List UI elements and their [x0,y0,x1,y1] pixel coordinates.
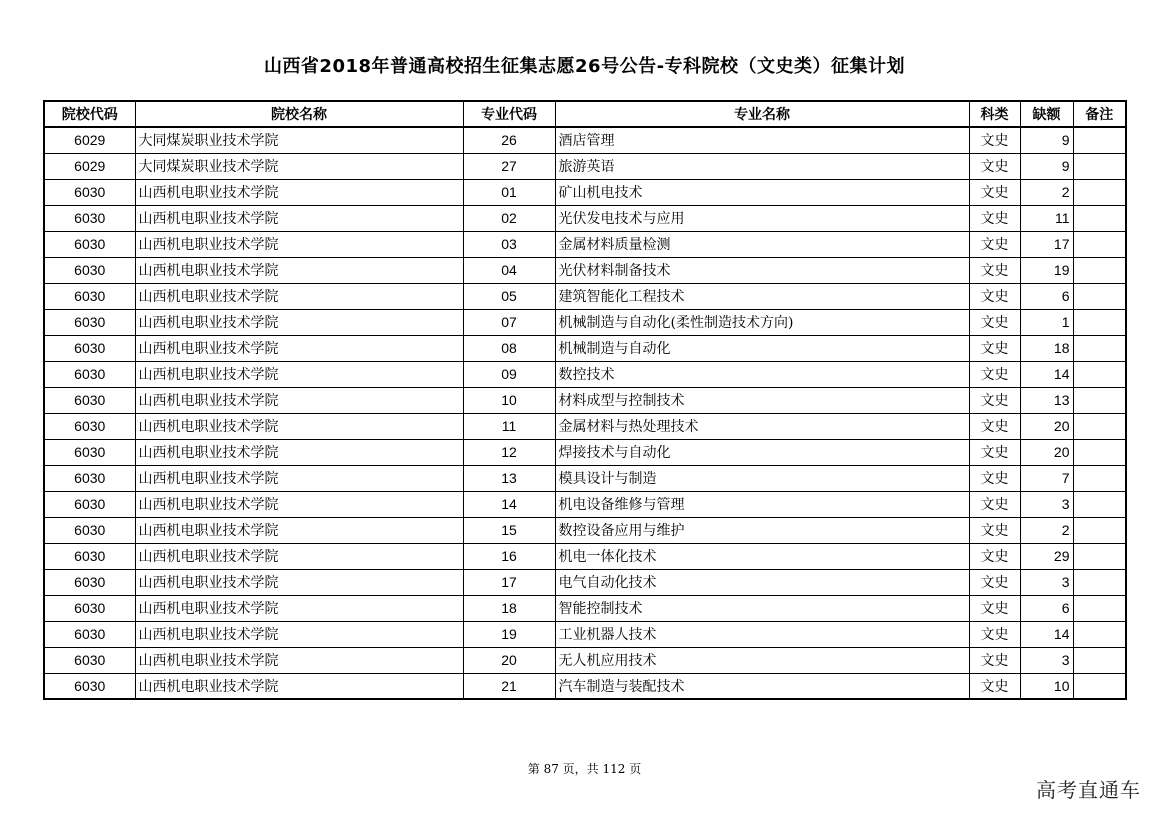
cell-remark [1073,569,1126,595]
cell-major-code: 20 [463,647,555,673]
cell-school-name: 山西机电职业技术学院 [135,205,463,231]
cell-school-code: 6030 [44,283,135,309]
cell-major-code: 08 [463,335,555,361]
cell-remark [1073,491,1126,517]
cell-vacancy: 6 [1020,283,1073,309]
cell-category: 文史 [969,335,1020,361]
table-row [44,205,1126,231]
cell-category: 文史 [969,647,1020,673]
cell-major-name: 矿山机电技术 [555,179,969,205]
cell-vacancy: 14 [1020,621,1073,647]
cell-school-code: 6030 [44,231,135,257]
cell-major-name: 无人机应用技术 [555,647,969,673]
cell-major-code: 02 [463,205,555,231]
table-row [44,309,1126,335]
cell-remark [1073,387,1126,413]
cell-major-code: 05 [463,283,555,309]
cell-vacancy: 2 [1020,179,1073,205]
cell-major-name: 机电一体化技术 [555,543,969,569]
cell-category: 文史 [969,673,1020,699]
cell-major-code: 07 [463,309,555,335]
cell-major-code: 19 [463,621,555,647]
cell-school-name: 山西机电职业技术学院 [135,387,463,413]
table-row [44,465,1126,491]
cell-major-code: 11 [463,413,555,439]
cell-school-name: 山西机电职业技术学院 [135,595,463,621]
cell-category: 文史 [969,257,1020,283]
cell-category: 文史 [969,621,1020,647]
cell-major-name: 机电设备维修与管理 [555,491,969,517]
cell-category: 文史 [969,127,1020,153]
cell-vacancy: 11 [1020,205,1073,231]
table-row [44,543,1126,569]
cell-major-code: 15 [463,517,555,543]
cell-remark [1073,205,1126,231]
cell-vacancy: 1 [1020,309,1073,335]
cell-school-name: 山西机电职业技术学院 [135,335,463,361]
table-row [44,439,1126,465]
cell-major-code: 27 [463,153,555,179]
cell-category: 文史 [969,413,1020,439]
cell-major-name: 模具设计与制造 [555,465,969,491]
table-row [44,231,1126,257]
cell-remark [1073,335,1126,361]
cell-vacancy: 29 [1020,543,1073,569]
cell-major-code: 04 [463,257,555,283]
cell-remark [1073,647,1126,673]
cell-school-name: 大同煤炭职业技术学院 [135,127,463,153]
cell-category: 文史 [969,361,1020,387]
cell-major-name: 光伏发电技术与应用 [555,205,969,231]
cell-category: 文史 [969,569,1020,595]
cell-school-code: 6029 [44,127,135,153]
table-row [44,413,1126,439]
cell-category: 文史 [969,517,1020,543]
cell-major-code: 10 [463,387,555,413]
cell-school-code: 6030 [44,569,135,595]
cell-school-name: 大同煤炭职业技术学院 [135,153,463,179]
cell-vacancy: 3 [1020,647,1073,673]
table-row [44,361,1126,387]
cell-major-name: 旅游英语 [555,153,969,179]
cell-vacancy: 3 [1020,491,1073,517]
cell-major-name: 材料成型与控制技术 [555,387,969,413]
cell-major-name: 机械制造与自动化 [555,335,969,361]
cell-school-name: 山西机电职业技术学院 [135,439,463,465]
table-row [44,179,1126,205]
cell-school-code: 6030 [44,257,135,283]
cell-school-code: 6030 [44,387,135,413]
cell-category: 文史 [969,153,1020,179]
cell-school-code: 6030 [44,413,135,439]
cell-category: 文史 [969,465,1020,491]
cell-school-code: 6030 [44,543,135,569]
cell-major-name: 光伏材料制备技术 [555,257,969,283]
cell-school-name: 山西机电职业技术学院 [135,257,463,283]
cell-school-code: 6030 [44,517,135,543]
cell-school-code: 6030 [44,439,135,465]
table-row [44,491,1126,517]
cell-school-name: 山西机电职业技术学院 [135,361,463,387]
page-number-footer: 第 87 页，共 112 页 [527,762,642,776]
cell-school-code: 6030 [44,335,135,361]
table-header-row [44,101,1126,127]
watermark-logo-text: 高考直通车 [1036,778,1141,802]
cell-major-code: 13 [463,465,555,491]
cell-vacancy: 9 [1020,127,1073,153]
cell-vacancy: 10 [1020,673,1073,699]
cell-major-name: 建筑智能化工程技术 [555,283,969,309]
cell-category: 文史 [969,595,1020,621]
cell-vacancy: 20 [1020,439,1073,465]
cell-major-code: 09 [463,361,555,387]
cell-major-name: 酒店管理 [555,127,969,153]
cell-school-name: 山西机电职业技术学院 [135,543,463,569]
cell-school-code: 6030 [44,491,135,517]
cell-major-name: 数控设备应用与维护 [555,517,969,543]
cell-school-name: 山西机电职业技术学院 [135,647,463,673]
cell-school-name: 山西机电职业技术学院 [135,179,463,205]
cell-school-name: 山西机电职业技术学院 [135,309,463,335]
cell-school-code: 6030 [44,647,135,673]
cell-remark [1073,673,1126,699]
cell-school-code: 6029 [44,153,135,179]
table-row [44,257,1126,283]
cell-school-code: 6030 [44,179,135,205]
cell-remark [1073,595,1126,621]
cell-major-name: 金属材料质量检测 [555,231,969,257]
cell-school-name: 山西机电职业技术学院 [135,465,463,491]
table-row [44,621,1126,647]
cell-remark [1073,621,1126,647]
cell-remark [1073,465,1126,491]
cell-major-code: 12 [463,439,555,465]
table-row [44,153,1126,179]
header-school-code: 院校代码 [44,101,135,127]
cell-school-name: 山西机电职业技术学院 [135,283,463,309]
cell-vacancy: 20 [1020,413,1073,439]
cell-school-name: 山西机电职业技术学院 [135,517,463,543]
cell-category: 文史 [969,491,1020,517]
cell-school-name: 山西机电职业技术学院 [135,621,463,647]
cell-remark [1073,309,1126,335]
cell-vacancy: 3 [1020,569,1073,595]
cell-vacancy: 6 [1020,595,1073,621]
cell-school-code: 6030 [44,465,135,491]
cell-category: 文史 [969,283,1020,309]
table-row [44,673,1126,699]
cell-category: 文史 [969,543,1020,569]
cell-vacancy: 17 [1020,231,1073,257]
cell-major-name: 金属材料与热处理技术 [555,413,969,439]
cell-school-name: 山西机电职业技术学院 [135,569,463,595]
cell-major-code: 18 [463,595,555,621]
cell-vacancy: 19 [1020,257,1073,283]
cell-vacancy: 18 [1020,335,1073,361]
cell-school-name: 山西机电职业技术学院 [135,673,463,699]
cell-category: 文史 [969,205,1020,231]
cell-major-name: 汽车制造与装配技术 [555,673,969,699]
cell-category: 文史 [969,231,1020,257]
table-row [44,595,1126,621]
cell-remark [1073,413,1126,439]
table-row [44,647,1126,673]
cell-major-code: 03 [463,231,555,257]
cell-school-name: 山西机电职业技术学院 [135,491,463,517]
cell-category: 文史 [969,387,1020,413]
cell-major-name: 工业机器人技术 [555,621,969,647]
cell-major-name: 智能控制技术 [555,595,969,621]
cell-school-name: 山西机电职业技术学院 [135,231,463,257]
cell-vacancy: 7 [1020,465,1073,491]
cell-school-name: 山西机电职业技术学院 [135,413,463,439]
cell-category: 文史 [969,309,1020,335]
cell-major-name: 机械制造与自动化(柔性制造技术方向) [555,309,969,335]
cell-school-code: 6030 [44,309,135,335]
document-title: 山西省2018年普通高校招生征集志愿26号公告-专科院校（文史类）征集计划 [263,56,906,77]
cell-major-code: 17 [463,569,555,595]
table-row [44,335,1126,361]
cell-remark [1073,517,1126,543]
cell-vacancy: 9 [1020,153,1073,179]
cell-major-code: 14 [463,491,555,517]
cell-remark [1073,257,1126,283]
cell-school-code: 6030 [44,621,135,647]
cell-remark [1073,361,1126,387]
cell-school-code: 6030 [44,673,135,699]
cell-vacancy: 2 [1020,517,1073,543]
header-vacancy: 缺额 [1020,101,1073,127]
cell-major-code: 26 [463,127,555,153]
cell-remark [1073,179,1126,205]
header-major-name: 专业名称 [555,101,969,127]
cell-major-code: 21 [463,673,555,699]
cell-vacancy: 13 [1020,387,1073,413]
cell-category: 文史 [969,179,1020,205]
cell-school-code: 6030 [44,595,135,621]
cell-major-name: 电气自动化技术 [555,569,969,595]
cell-remark [1073,439,1126,465]
cell-school-code: 6030 [44,361,135,387]
header-category: 科类 [969,101,1020,127]
header-school-name: 院校名称 [135,101,463,127]
cell-remark [1073,127,1126,153]
cell-major-code: 16 [463,543,555,569]
cell-major-code: 01 [463,179,555,205]
header-major-code: 专业代码 [463,101,555,127]
cell-category: 文史 [969,439,1020,465]
header-remark: 备注 [1073,101,1126,127]
cell-major-name: 数控技术 [555,361,969,387]
cell-remark [1073,153,1126,179]
cell-school-code: 6030 [44,205,135,231]
cell-major-name: 焊接技术与自动化 [555,439,969,465]
cell-vacancy: 14 [1020,361,1073,387]
table-row [44,387,1126,413]
table-row [44,283,1126,309]
table-row [44,569,1126,595]
table-row [44,517,1126,543]
cell-remark [1073,543,1126,569]
cell-remark [1073,283,1126,309]
recruitment-plan-table [43,100,1127,700]
table-row [44,127,1126,153]
cell-remark [1073,231,1126,257]
